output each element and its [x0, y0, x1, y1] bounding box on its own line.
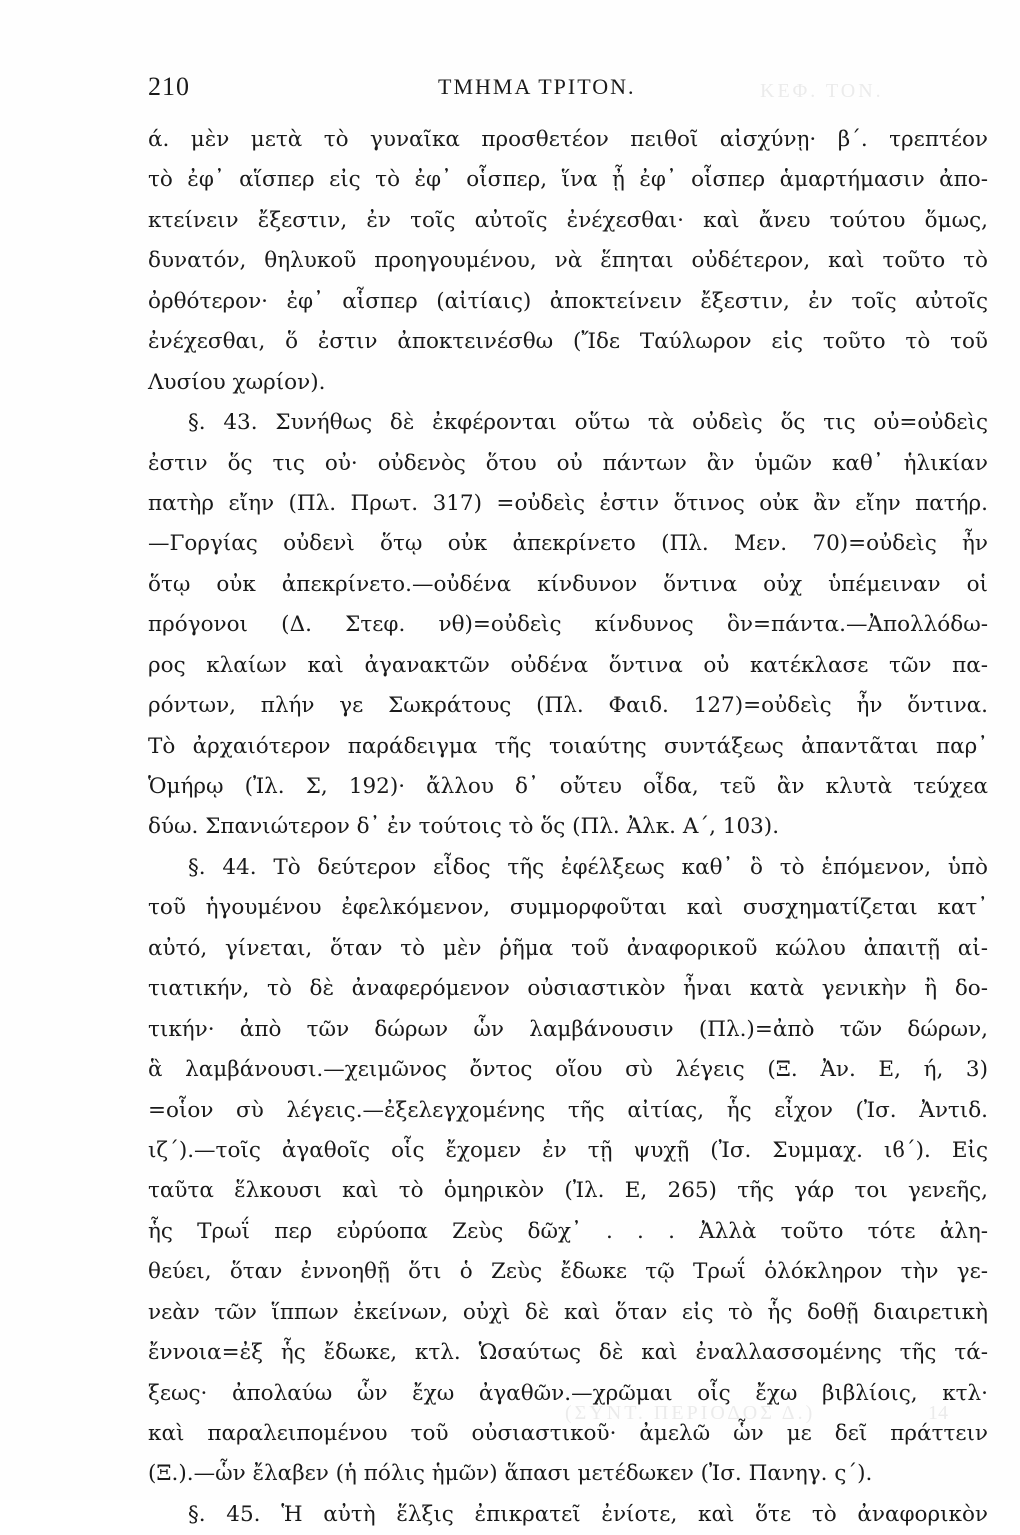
text-line: πρόγονοι (Δ. Στεφ. νθ)=οὐδεὶς κίνδυνος ὃν=πάντα.—Ἀπολλόδω-	[148, 612, 988, 638]
text-line: τιατικήν, τὸ δὲ ἀναφερόμενον οὐσιαστικὸν ἦναι κατὰ γενικὴν ἢ δο-	[148, 976, 988, 1002]
page-number: 210	[148, 72, 190, 101]
text-line: (Ξ.).—ὧν ἔλαβεν (ἡ πόλις ἡμῶν) ἅπασι μετέδωκεν (Ἰσ. Πανηγ. ς΄).	[148, 1461, 873, 1487]
text-line: ξεως· ἀπολαύω ὧν ἔχω ἀγαθῶν.—χρῶμαι οἷς ἔχω βιβλίοις, κτλ·	[148, 1380, 988, 1406]
body-text	[148, 120, 988, 1535]
text-line: ά. μὲν μετὰ τὸ γυναῖκα προσθετέον πειθοῖ αἰσχύνῃ· β΄. τρεπτέον	[148, 127, 988, 152]
bleed-through-page-number: 14	[928, 1402, 948, 1424]
text-line: ὅτῳ οὐκ ἀπεκρίνετο.—οὐδένα κίνδυνον ὅντινα οὐχ ὑπέμειναν οἱ	[148, 571, 988, 597]
text-line: δυνατόν, θηλυκοῦ προηγουμένου, νὰ ἕπηται οὐδέτερον, καὶ τοῦτο τὸ	[148, 248, 988, 274]
text-line: καὶ παραλειπομένου τοῦ οὐσιαστικοῦ· ἀμελῶ ὧν με δεῖ πράττειν	[148, 1421, 988, 1446]
text-line: πατὴρ εἴην (Πλ. Πρωτ. 317) =οὐδεὶς ἐστιν ὅτινος οὐκ ἂν εἴην πατήρ.	[148, 490, 988, 516]
running-title: ΤΜΗΜΑ ΤΡΙΤΟΝ.	[438, 74, 636, 99]
text-line: τοῦ ἡγουμένου ἐφελκόμενον, συμμορφοῦται καὶ συσχηματίζεται κατ᾽	[148, 895, 988, 921]
text-line: ἃ λαμβάνουσι.—χειμῶνος ὄντος οἵου σὺ λέγεις (Ξ. Ἀν. Ε, ή, 3)	[148, 1057, 988, 1083]
text-line: =οἷον σὺ λέγεις.—ἐξελεγχομένης τῆς αἰτίας, ἧς εἶχον (Ἰσ. Ἀντιδ.	[148, 1097, 988, 1123]
text-line: ἐνέχεσθαι, ὅ ἐστιν ἀποκτεινέσθω (Ἴδε Ταύλωρον εἰς τοῦτο τὸ τοῦ	[148, 329, 988, 355]
text-line: ὀρθότερον· ἐφ᾽ αἷσπερ (αἰτίαις) ἀποκτείνειν ἔξεστιν, ἐν τοῖς αὐτοῖς	[148, 288, 988, 314]
text-line: ιζ΄).—τοῖς ἀγαθοῖς οἷς ἔχομεν ἐν τῇ ψυχῇ (Ἰσ. Συμμαχ. ιϐ΄). Εἰς	[148, 1137, 988, 1163]
text-line: νεὰν τῶν ἵππων ἐκείνων, οὐχὶ δὲ καὶ ὅταν εἰς τὸ ἧς δοθῇ διαιρετικὴ	[148, 1299, 988, 1325]
page-header	[148, 72, 958, 112]
text-line: ρόντων, πλήν γε Σωκράτους (Πλ. Φαιδ. 127)=οὐδεὶς ἦν ὅντινα.	[148, 693, 988, 719]
text-line: ἧς Τρωΐ περ εὐρύοπα Ζεὺς δῶχ᾽ . . . Ἀλλὰ τοῦτο τότε ἀλη-	[148, 1218, 988, 1244]
section-heading-line: §. 44. Τὸ δεύτερον εἶδος τῆς ἐφέλξεως καθ᾽ ὃ τὸ ἑπόμενον, ὑπὸ	[188, 854, 988, 880]
text-line: τικήν· ἀπὸ τῶν δώρων ὧν λαμβάνουσιν (Πλ.)=ἀπὸ τῶν δώρων,	[148, 1016, 988, 1042]
text-line: —Γοργίας οὐδενὶ ὅτῳ οὐκ ἀπεκρίνετο (Πλ. Μεν. 70)=οὐδεὶς ἦν	[148, 531, 988, 557]
text-line: ταῦτα ἕλκουσι καὶ τὸ ὁμηρικὸν (Ἰλ. Ε, 265) τῆς γάρ τοι γενεῆς,	[148, 1178, 988, 1204]
text-line: Ὁμήρῳ (Ἰλ. Σ, 192)· ἄλλου δ᾽ οὔτευ οἶδα, τεῦ ἂν κλυτὰ τεύχεα	[148, 774, 988, 799]
text-line: κτείνειν ἔξεστιν, ἐν τοῖς αὐτοῖς ἐνέχεσθαι· καὶ ἄνευ τούτου ὅμως,	[148, 207, 988, 233]
bleed-through-footer: (ΣΥΝΤ. ΠΕΡΙΟΔΟΣ Δ.)	[565, 1402, 816, 1424]
text-line: Τὸ ἀρχαιότερον παράδειγμα τῆς τοιαύτης συντάξεως ἀπαντᾶται παρ᾽	[148, 733, 988, 759]
text-line: τὸ ἐφ᾽ αἵσπερ εἰς τὸ ἐφ᾽ οἷσπερ, ἵνα ᾖ ἐφ᾽ οἷσπερ ἁμαρτήμασιν ἀπο-	[148, 167, 988, 193]
text-line: θεύει, ὅταν ἐννοηθῇ ὅτι ὁ Ζεὺς ἔδωκε τῷ Τρωΐ ὁλόκληρον τὴν γε-	[148, 1259, 988, 1285]
text-line: ρος κλαίων καὶ ἀγανακτῶν οὐδένα ὅντινα οὐ κατέκλασε τῶν πα-	[148, 652, 988, 678]
text-line: ἔννοια=ἐξ ἧς ἔδωκε, κτλ. Ὡσαύτως δὲ καὶ ἐναλλασσομένης τῆς τά-	[148, 1340, 988, 1366]
text-line: ἐστιν ὅς τις οὐ· οὐδενὸς ὅτου οὐ πάντων ἂν ὑμῶν καθ᾽ ἡλικίαν	[148, 450, 988, 476]
section-heading-line: §. 45. Ἡ αὐτὴ ἕλξις ἐπικρατεῖ ἐνίοτε, καὶ ὅτε τὸ ἀναφορικὸν	[188, 1501, 988, 1527]
section-heading-line: §. 43. Συνήθως δὲ ἐκφέρονται οὕτω τὰ οὐδεὶς ὅς τις οὐ=οὐδεὶς	[188, 410, 988, 436]
bleed-through-header: ΚΕΦ. ΤΟΝ.	[760, 80, 884, 102]
text-line: Λυσίου χωρίον).	[148, 369, 326, 395]
text-line: αὐτό, γίνεται, ὅταν τὸ μὲν ῥῆμα τοῦ ἀναφορικοῦ κώλου ἀπαιτῇ αἰ-	[148, 935, 988, 961]
text-line: δύω. Σπανιώτερον δ᾽ ἐν τούτοις τὸ ὅς (Πλ. Ἀλκ. Α΄, 103).	[148, 814, 780, 840]
